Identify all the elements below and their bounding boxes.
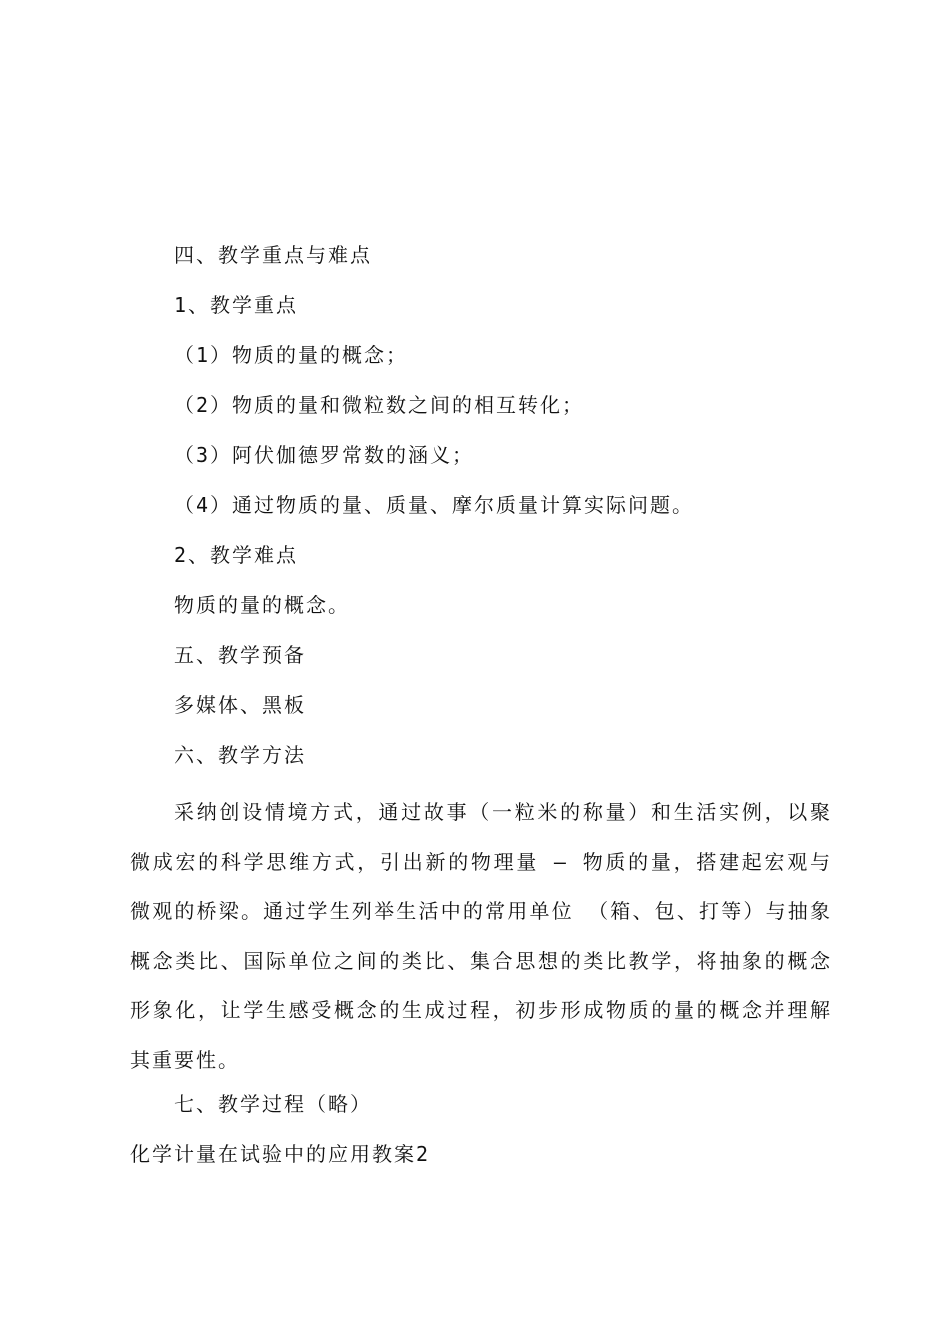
key-point-item: （4）通过物质的量、质量、摩尔质量计算实际问题。 [174, 493, 695, 517]
teaching-method-paragraph: 采纳创设情境方式，通过故事（一粒米的称量）和生活实例，以聚微成宏的科学思维方式，引出新的物理量 — 物质的量，搭建起宏观与微观的桥梁。通过学生列举生活中的常用单位 （箱、包、打等）与抽象概念类比、国际单位之间的类比、集合思想的类比教学，将抽象的概念形象化，让学生感受概念的生成过程，初步形成物质的量的概念并理解其重要性。 [130, 800, 832, 1072]
difficulty-title: 2、教学难点 [174, 543, 299, 567]
difficulty-text: 物质的量的概念。 [174, 593, 350, 617]
key-point-item: （3）阿伏伽德罗常数的涵义； [174, 443, 475, 467]
section-6-heading: 六、教学方法 [174, 743, 306, 767]
key-points-title: 1、教学重点 [174, 293, 299, 317]
next-document-title: 化学计量在试验中的应用教案2 [130, 1142, 431, 1166]
section-5-heading: 五、教学预备 [174, 643, 306, 667]
section-5-text: 多媒体、黑板 [174, 693, 306, 717]
key-point-item: （1）物质的量的概念； [174, 343, 409, 367]
section-4-heading: 四、教学重点与难点 [174, 243, 372, 267]
key-point-item: （2）物质的量和微粒数之间的相互转化； [174, 393, 585, 417]
section-7-heading: 七、教学过程（略） [174, 1092, 372, 1116]
